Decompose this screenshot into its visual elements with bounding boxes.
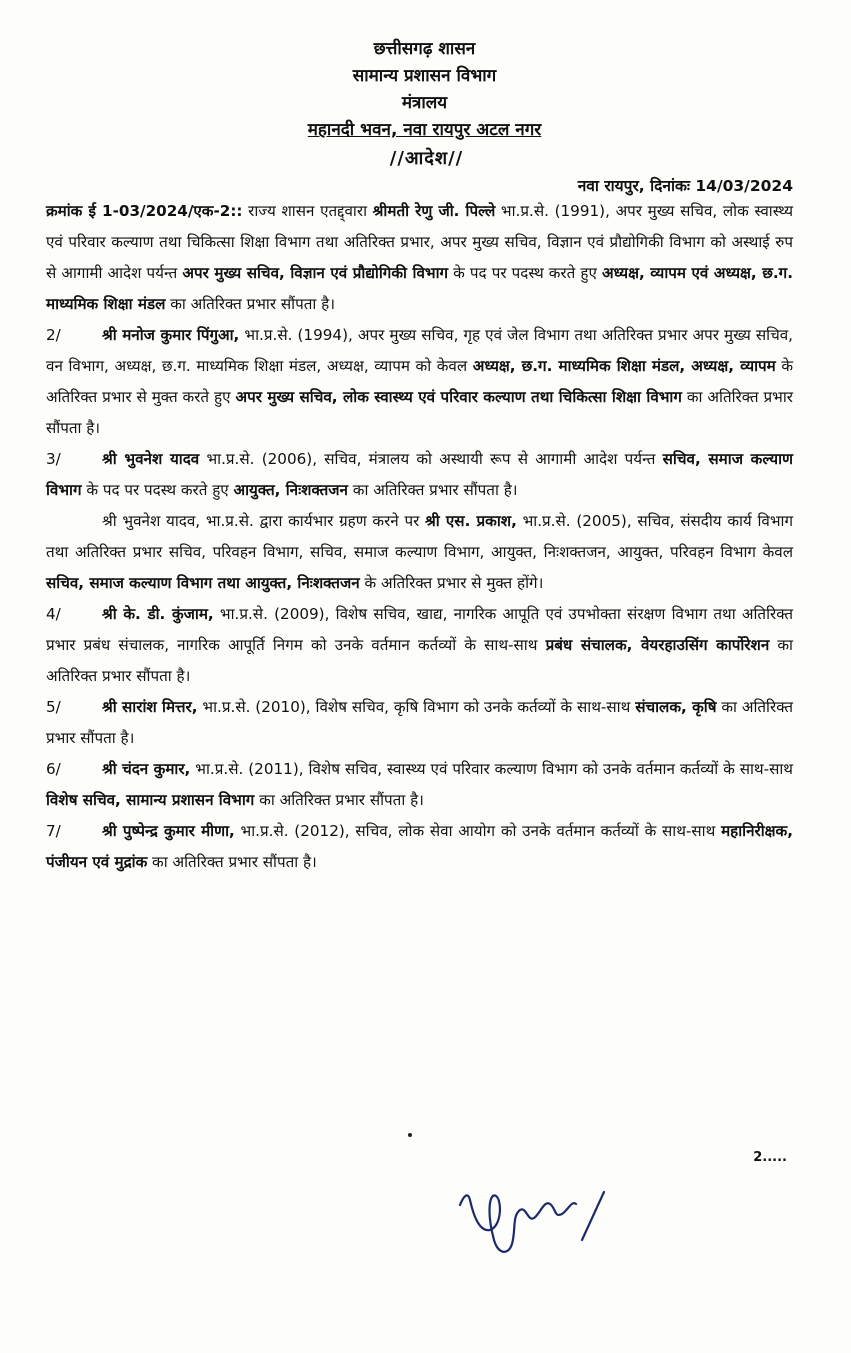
officer-name: श्री भुवनेश यादव [102, 450, 200, 468]
handwritten-signature [450, 1170, 610, 1260]
order-paragraph-1: क्रमांक ई 1-03/2024/एक-2:: राज्य शासन एतद्द्वारा श्रीमती रेणु जी. पिल्ले भा.प्र.से. (1991), अपर मुख्य सचिव, लोक स्वास्थ्य एवं परिवार कल्याण तथा चिकित्सा शिक्षा विभाग तथा अतिरिक्त प्रभार, अपर मुख्य सचिव, विज्ञान एवं प्रौद्योगिकी विभाग को अस्थाई रुप से आगामी आदेश पर्यन्त अपर मुख्य सचिव, विज्ञान एवं प्रौद्योगिकी विभाग के पद पर पदस्थ करते हुए अध्यक्ष, व्यापम एवं अध्यक्ष, छ.ग. माध्यमिक शिक्षा मंडल का अतिरिक्त प्रभार सौंपता है। [46, 202, 794, 313]
order-paragraph-5: 5/ श्री सारांश मित्तर, भा.प्र.से. (2010), विशेष सचिव, कृषि विभाग को उनके कर्तव्यों के साथ-साथ संचालक, कृषि का अतिरिक्त प्रभार सौंपता है। [46, 692, 793, 754]
officer-name: श्री के. डी. कुंजाम, [102, 605, 214, 623]
page-continuation-marker: 2..... [753, 1150, 787, 1165]
order-paragraph-7: 7/ श्री पुष्पेन्द्र कुमार मीणा, भा.प्र.से. (2012), सचिव, लोक सेवा आयोग को उनके वर्तमान कर्तव्यों के साथ-साथ महानिरीक्षक, पंजीयन एवं मुद्रांक का अतिरिक्त प्रभार सौंपता है। [46, 816, 793, 878]
officer-name: श्री पुष्पेन्द्र कुमार मीणा, [102, 822, 235, 840]
officer-name: श्रीमती रेणु जी. पिल्ले [372, 202, 496, 220]
letterhead-government: छत्तीसगढ़ शासन [373, 39, 476, 59]
paragraph-number: 2/ [46, 326, 61, 344]
paragraph-number: 7/ [46, 822, 61, 840]
order-title: //आदेश// [389, 148, 464, 169]
paragraph-number: 4/ [46, 605, 61, 623]
paragraph-number: 3/ [46, 450, 61, 468]
order-paragraph-3-relief: श्री भुवनेश यादव, भा.प्र.से. द्वारा कार्यभार ग्रहण करने पर श्री एस. प्रकाश, भा.प्र.से. (2005), सचिव, संसदीय कार्य विभाग तथा अतिरिक्त प्रभार सचिव, परिवहन विभाग, सचिव, समाज कल्याण विभाग, आयुक्त, निःशक्तजन, आयुक्त, परिवहन विभाग केवल सचिव, समाज कल्याण विभाग तथा आयुक्त, निःशक्तजन के अतिरिक्त प्रभार से मुक्त होंगे। [46, 512, 793, 592]
paragraph-number: 5/ [46, 698, 61, 716]
paragraph-number: 6/ [46, 760, 61, 778]
order-paragraph-6: 6/ श्री चंदन कुमार, भा.प्र.से. (2011), विशेष सचिव, स्वास्थ्य एवं परिवार कल्याण विभाग को उनके वर्तमान कर्तव्यों के साथ-साथ विशेष सचिव, सामान्य प्रशासन विभाग का अतिरिक्त प्रभार सौंपता है। [46, 754, 793, 816]
order-paragraph-3: 3/ श्री भुवनेश यादव भा.प्र.से. (2006), सचिव, मंत्रालय को अस्थायी रूप से आगामी आदेश पर्यन्त सचिव, समाज कल्याण विभाग के पद पर पदस्थ करते हुए आयुक्त, निःशक्तजन का अतिरिक्त प्रभार सौंपता है। [46, 444, 793, 506]
officer-name: श्री मनोज कुमार पिंगुआ, [102, 326, 240, 344]
officer-name: श्री सारांश मित्तर, [102, 698, 198, 716]
order-paragraph-4: 4/ श्री के. डी. कुंजाम, भा.प्र.से. (2009), विशेष सचिव, खाद्य, नागरिक आपूति एवं उपभोक्ता संरक्षण विभाग तथा अतिरिक्त प्रभार प्रबंध संचालक, नागरिक आपूर्ति निगम को उनके वर्तमान कर्तव्यों के साथ-साथ प्रबंध संचालक, वेयरहाउसिंग कार्पोरेशन का अतिरिक्त प्रभार सौंपता है। [46, 599, 793, 692]
order-paragraph-2: 2/ श्री मनोज कुमार पिंगुआ, भा.प्र.से. (1994), अपर मुख्य सचिव, गृह एवं जेल विभाग तथा अतिरिक्त प्रभार अपर मुख्य सचिव, वन विभाग, अध्यक्ष, छ.ग. माध्यमिक शिक्षा मंडल, अध्यक्ष, व्यापम को केवल अध्यक्ष, छ.ग. माध्यमिक शिक्षा मंडल, अध्यक्ष, व्यापम के अतिरिक्त प्रभार से मुक्त करते हुए अपर मुख्य सचिव, लोक स्वास्थ्य एवं परिवार कल्याण तथा चिकित्सा शिक्षा विभाग का अतिरिक्त प्रभार सौंपता है। [46, 320, 793, 444]
officer-name: श्री एस. प्रकाश, [425, 512, 517, 530]
letterhead-department: सामान्य प्रशासन विभाग [352, 66, 497, 86]
letterhead-address: महानदी भवन, नवा रायपुर अटल नगर [307, 120, 542, 140]
order-dateline: नवा रायपुर, दिनांकः 14/03/2024 [577, 177, 793, 195]
letterhead [56, 36, 793, 144]
order-reference: क्रमांक ई 1-03/2024/एक-2:: [46, 202, 243, 220]
officer-name: श्री चंदन कुमार, [102, 760, 191, 778]
ink-speck [408, 1133, 412, 1137]
letterhead-secretariat: मंत्रालय [401, 93, 448, 113]
